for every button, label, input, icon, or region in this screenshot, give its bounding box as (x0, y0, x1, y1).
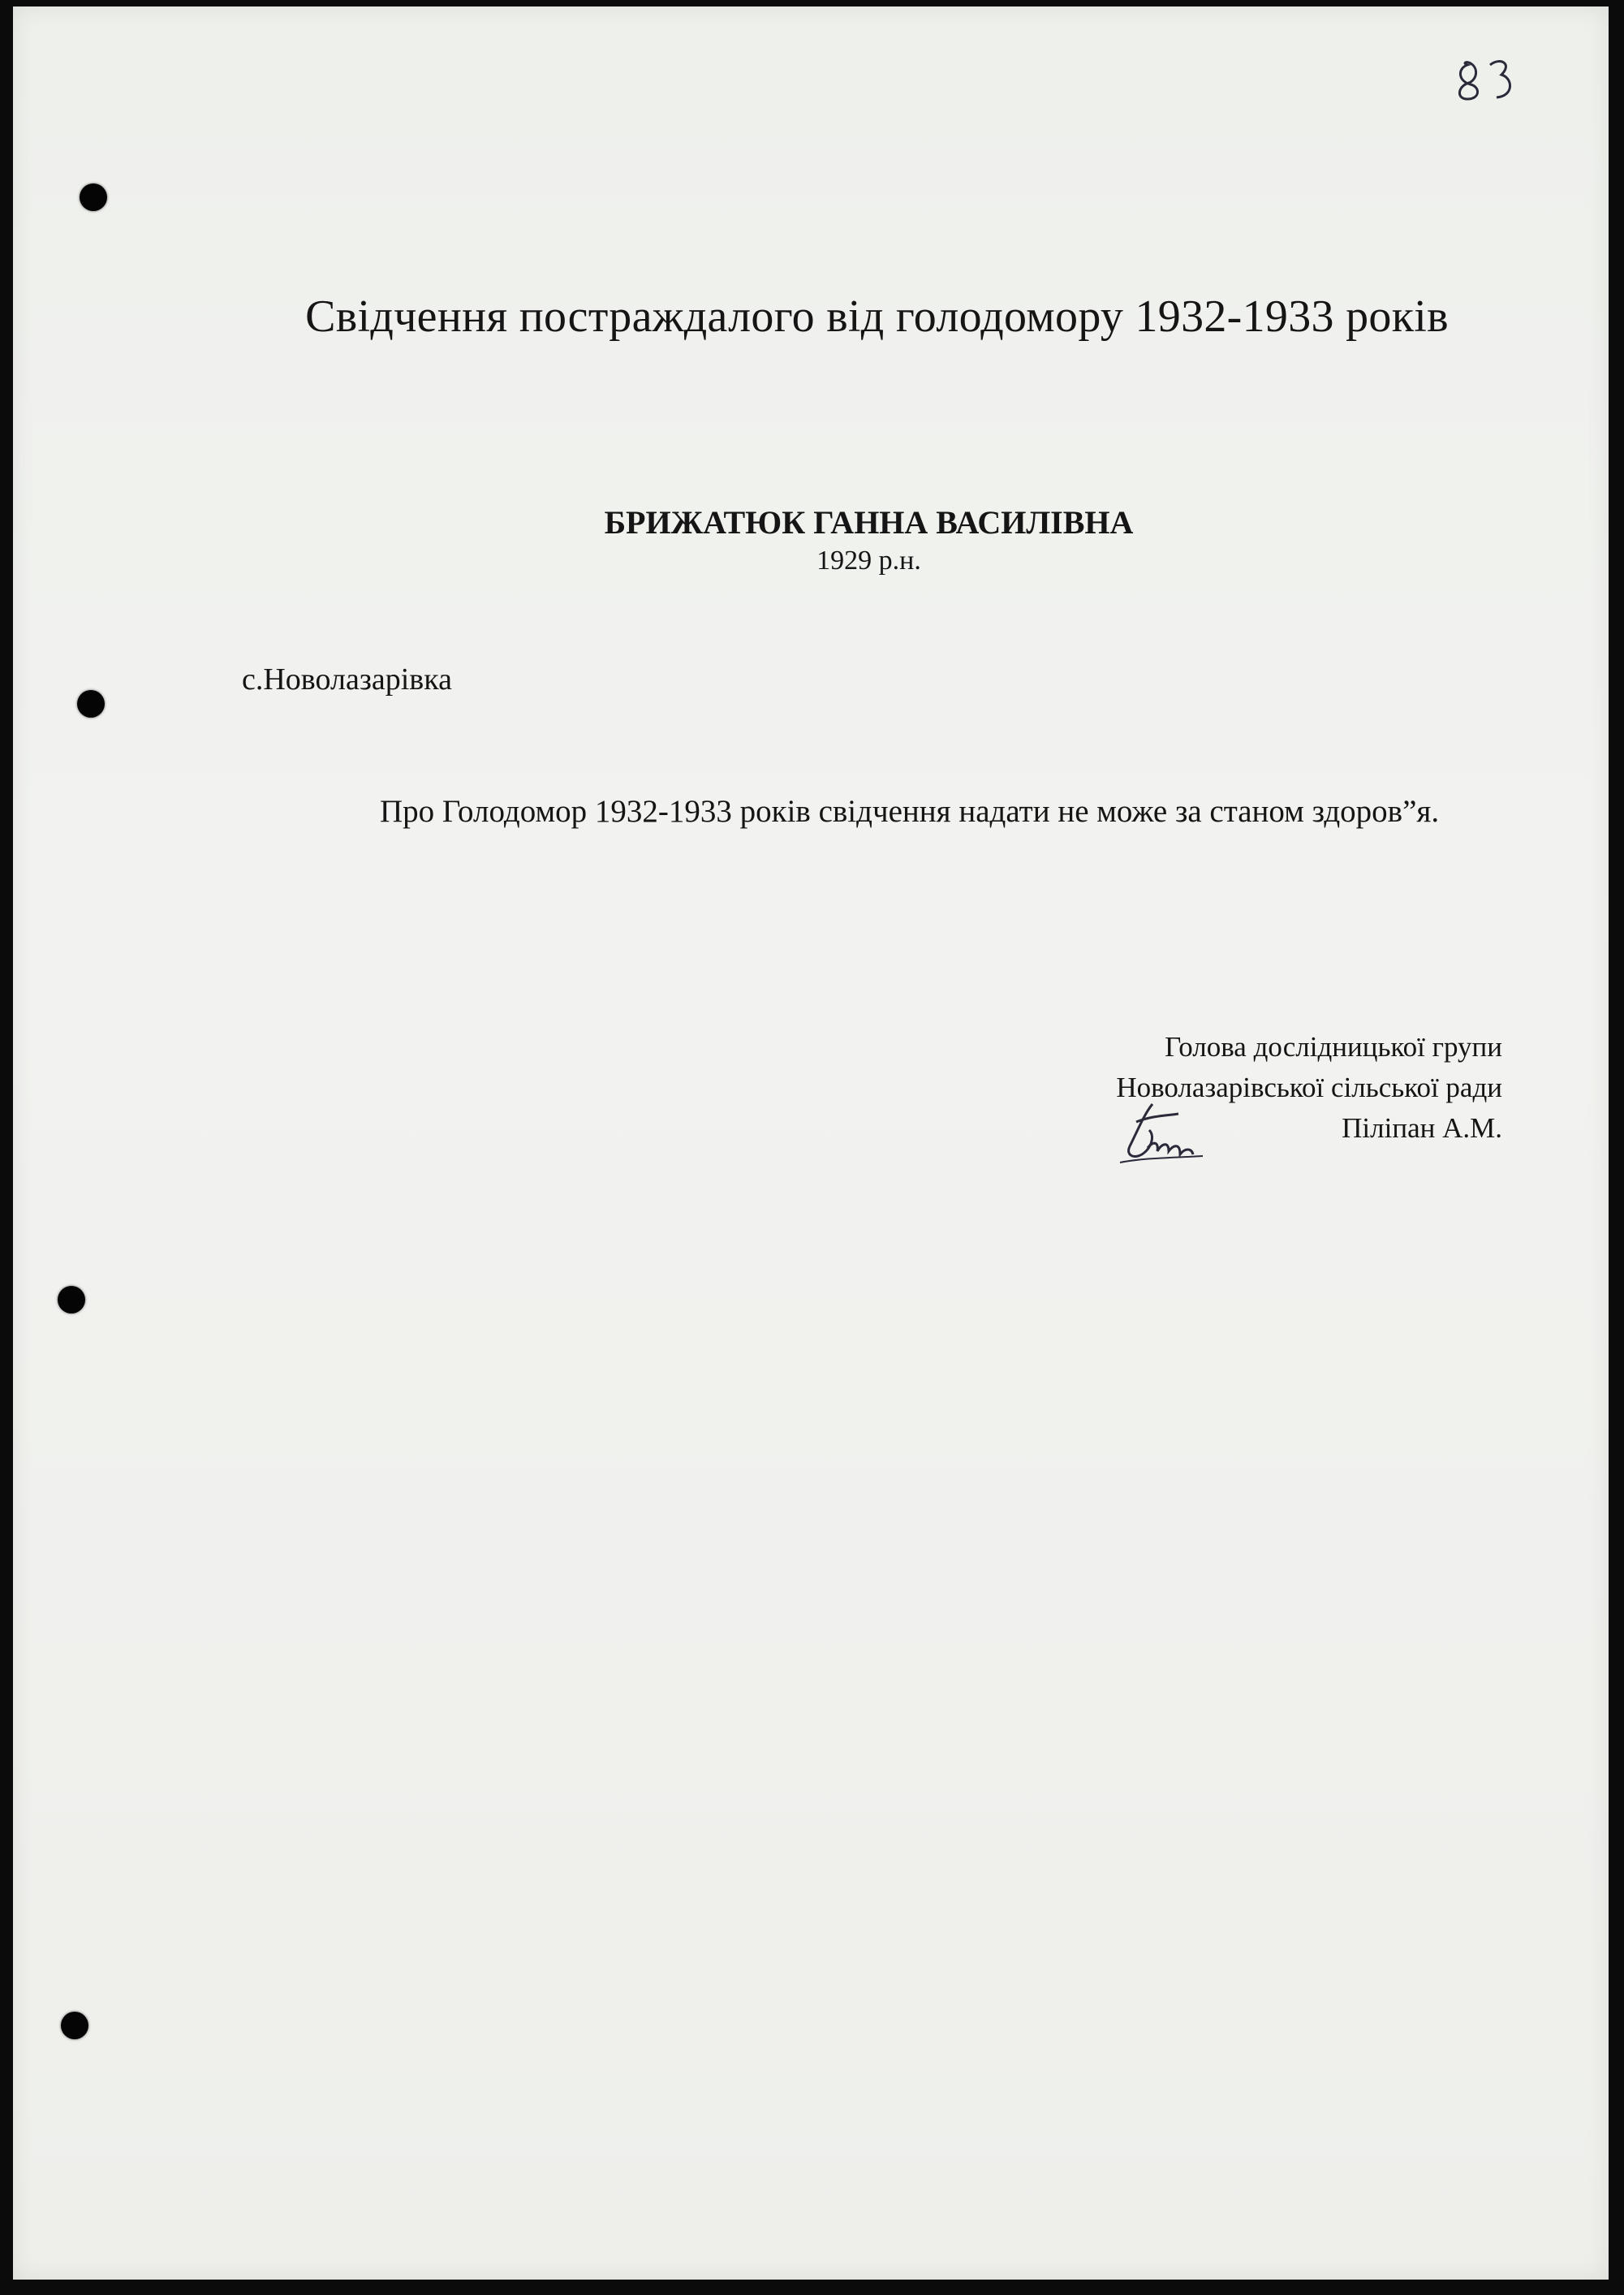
person-name: БРИЖАТЮК ГАННА ВАСИЛІВНА (604, 504, 1134, 541)
signer-name: Піліпан А.М. (1342, 1112, 1502, 1144)
handwritten-page-number (1453, 49, 1526, 106)
punch-hole (61, 2012, 88, 2039)
handwritten-signature (1112, 1098, 1209, 1171)
punch-hole (80, 183, 107, 211)
signer-organization: Новолазарівської сільської ради (1116, 1072, 1502, 1103)
punch-hole (58, 1286, 85, 1314)
punch-hole (77, 690, 105, 718)
village-name: с.Новолазарівка (242, 662, 452, 697)
signer-title: Голова дослідницької групи (1165, 1031, 1502, 1063)
testimony-text: Про Голодомор 1932-1933 років свідчення надати не може за станом здоров”я. (380, 794, 1440, 829)
birth-year: 1929 р.н. (816, 546, 921, 576)
document-title: Свідчення постраждалого від голодомору 1932-1933 років (305, 291, 1449, 342)
